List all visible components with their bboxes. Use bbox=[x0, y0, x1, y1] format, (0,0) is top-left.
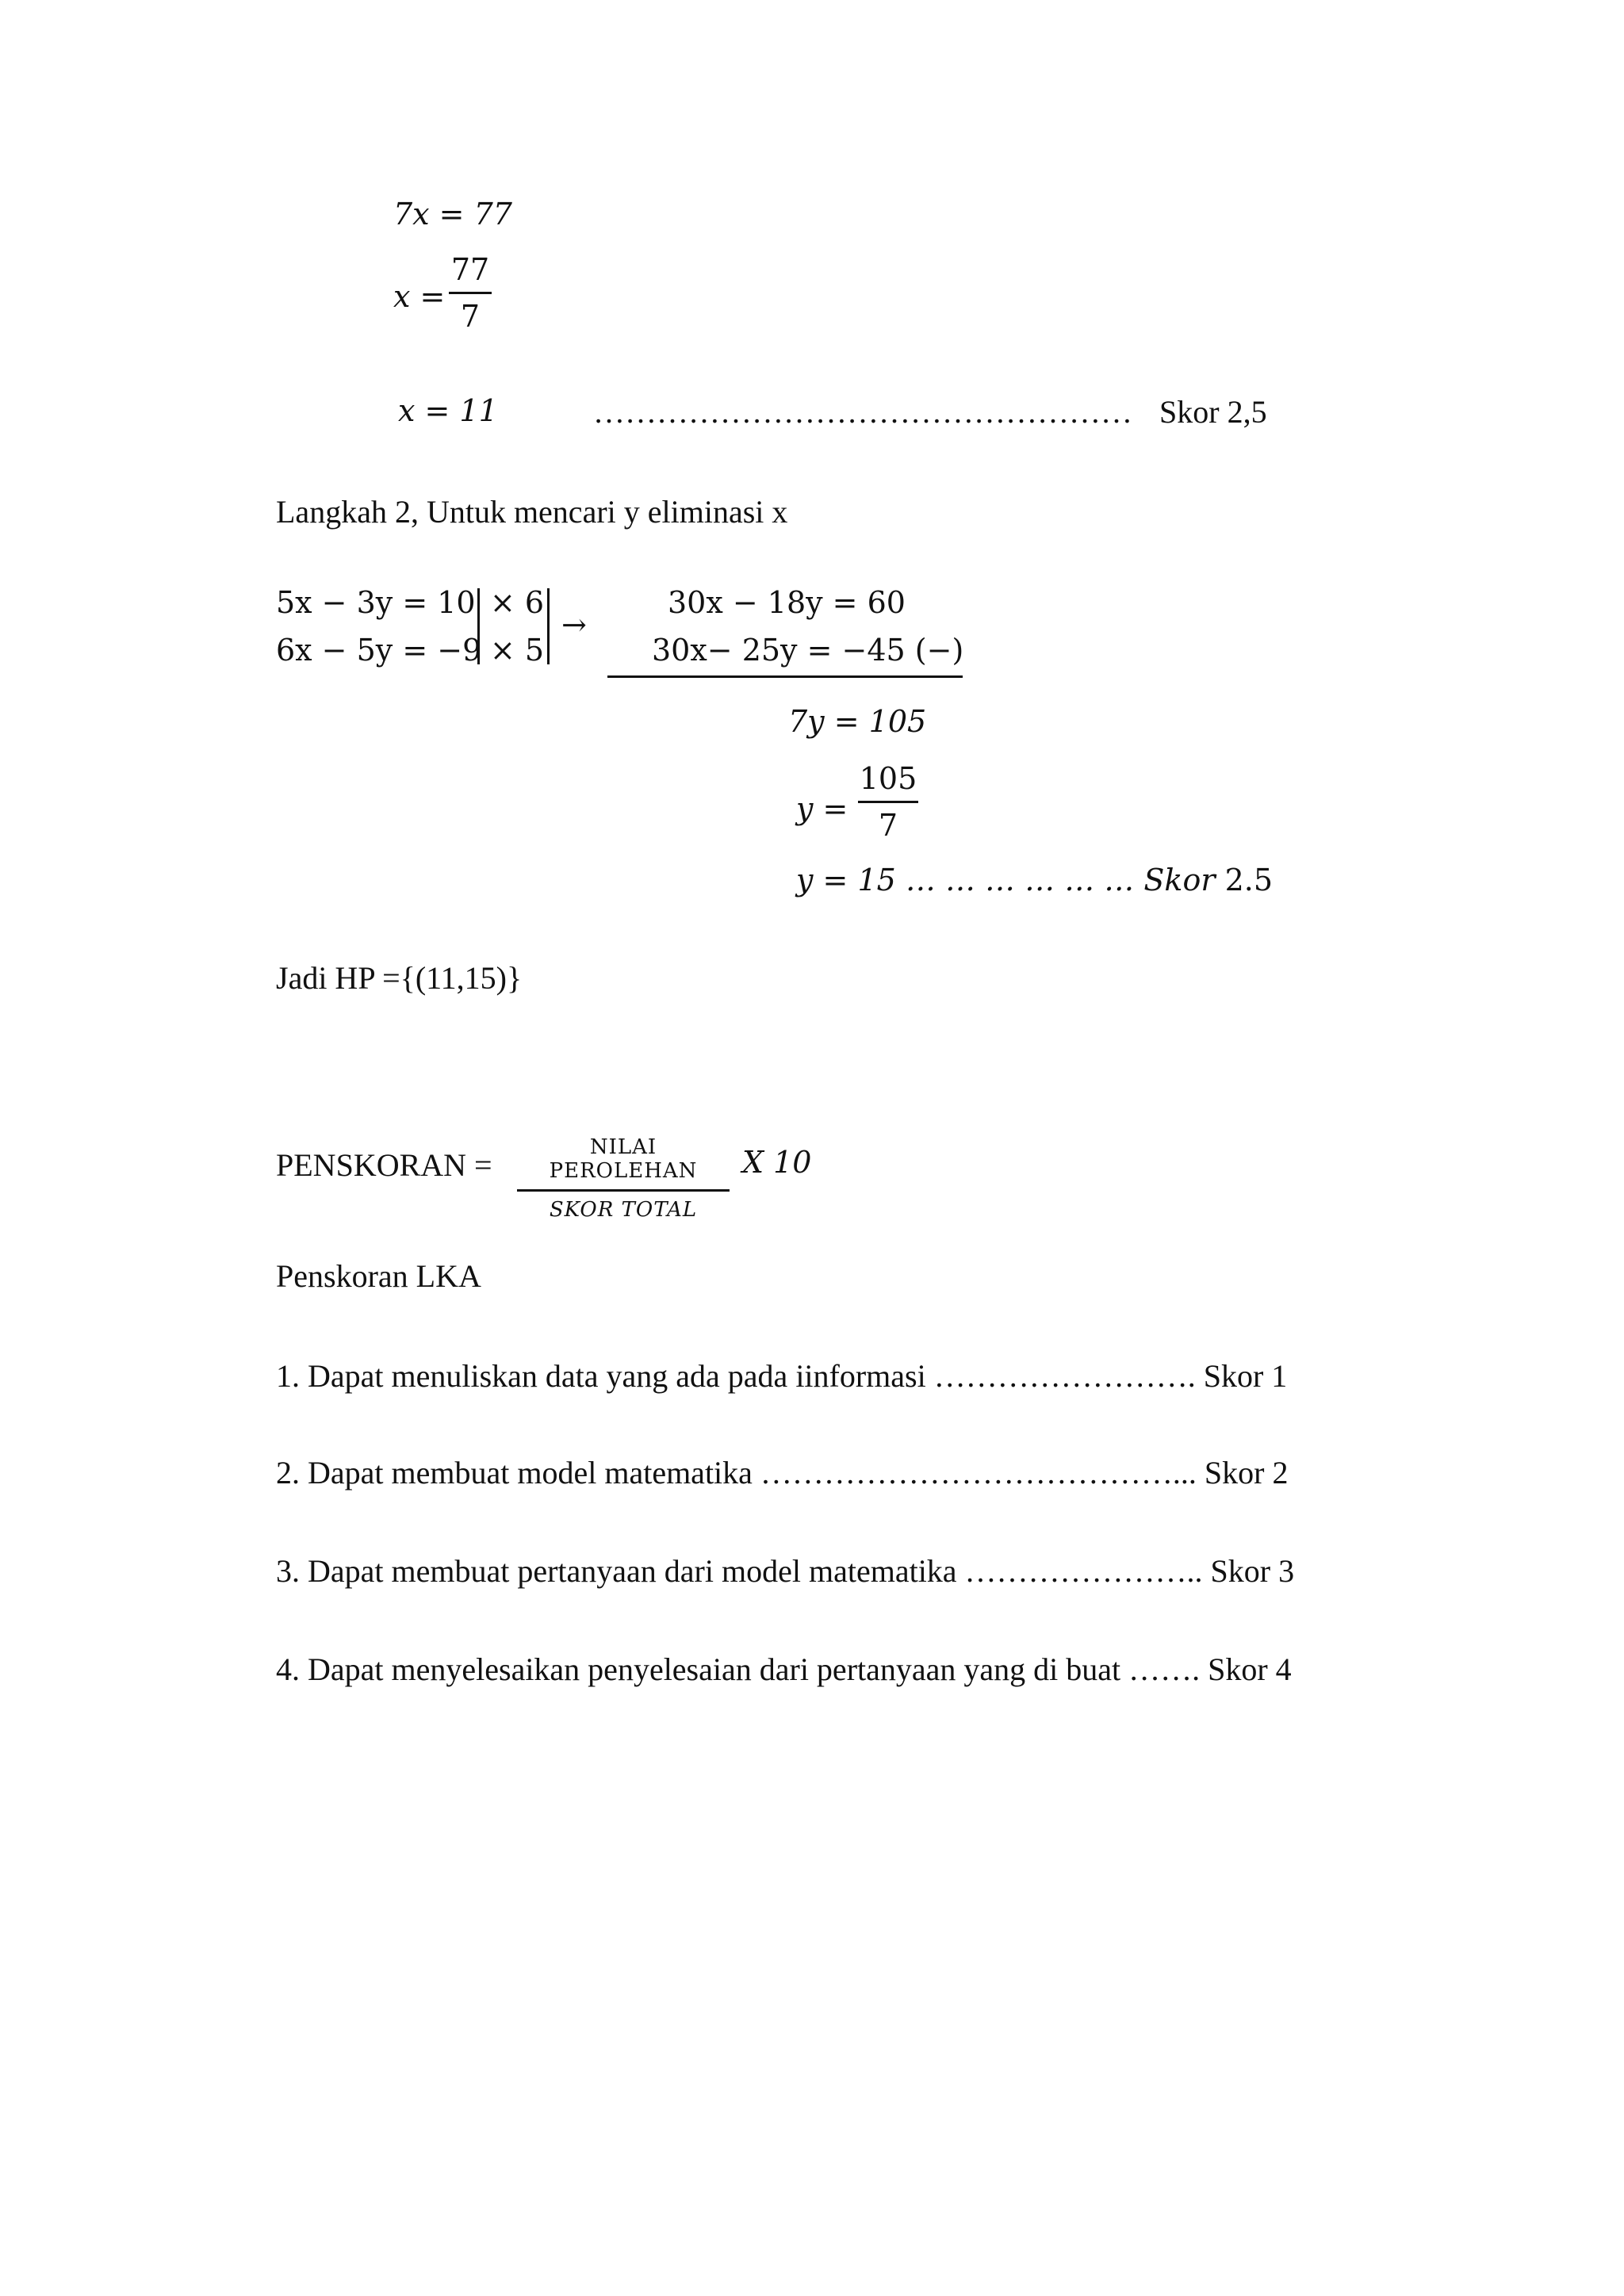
fraction-denominator: 7 bbox=[460, 299, 481, 334]
fraction-denominator: SKOR TOTAL bbox=[549, 1198, 698, 1222]
fraction-numerator: 77 bbox=[450, 252, 490, 287]
equation-7y-105: 7y = 105 bbox=[788, 704, 927, 739]
fraction-bar bbox=[449, 292, 492, 294]
y-final-text: y = 15 … … … … … … bbox=[796, 863, 1135, 897]
penskoran-factor: X 10 bbox=[742, 1145, 812, 1180]
left-bracket-line bbox=[477, 588, 480, 664]
equation-y-15 bbox=[796, 863, 1273, 897]
subtraction-line bbox=[607, 675, 963, 678]
lka-item-3: 3. Dapat membuat pertanyaan dari model matematika ………………….. Skor 3 bbox=[276, 1553, 1295, 1589]
result-equation-1: 30x − 18y = 60 bbox=[668, 585, 906, 620]
fraction-bar bbox=[517, 1189, 730, 1192]
conclusion: Jadi HP ={(11,15)} bbox=[276, 960, 523, 996]
lka-item-4: 4. Dapat menyelesaikan penyelesaian dari pertanyaan yang di buat ……. Skor 4 bbox=[276, 1651, 1292, 1687]
equation-y-lhs: y = bbox=[796, 791, 848, 826]
step2-heading: Langkah 2, Untuk mencari y eliminasi x bbox=[276, 494, 788, 530]
fraction-77-over-7 bbox=[449, 252, 492, 334]
system-equation-1: 5x − 3y = 10 bbox=[276, 585, 476, 620]
penskoran-label: PENSKORAN = bbox=[276, 1147, 492, 1183]
multiplier-1: × 6 bbox=[490, 585, 545, 620]
score-label: Skor 2,5 bbox=[1159, 394, 1267, 430]
fraction-numerator: NILAI PEROLEHAN bbox=[549, 1135, 698, 1183]
equation-x-lhs: x = bbox=[393, 279, 446, 314]
multiplier-2: × 5 bbox=[490, 633, 545, 668]
y-skor-text: Skor bbox=[1143, 863, 1216, 897]
lka-item-1: 1. Dapat menuliskan data yang ada pada iinformasi ……………………. Skor 1 bbox=[276, 1358, 1288, 1394]
score-dots: …………………………………………… bbox=[593, 394, 1132, 430]
result-equation-2: 30x− 25y = −45 (−) bbox=[652, 633, 964, 668]
arrow: → bbox=[561, 607, 587, 642]
fraction-numerator: 105 bbox=[859, 761, 917, 796]
system-equation-2: 6x − 5y = −9 bbox=[276, 633, 482, 668]
fraction-105-over-7 bbox=[858, 761, 918, 843]
fraction-denominator: 7 bbox=[878, 808, 898, 843]
equation-x-11: x = 11 bbox=[398, 393, 498, 428]
fraction-bar bbox=[858, 801, 918, 803]
equation-7x-77: 7x = 77 bbox=[393, 197, 512, 232]
lka-title: Penskoran LKA bbox=[276, 1258, 481, 1294]
lka-item-2: 2. Dapat membuat model matematika …………………………………... Skor 2 bbox=[276, 1455, 1289, 1490]
right-bracket-line bbox=[547, 588, 550, 664]
y-skor-value: 2.5 bbox=[1224, 863, 1274, 897]
penskoran-fraction bbox=[517, 1135, 730, 1222]
